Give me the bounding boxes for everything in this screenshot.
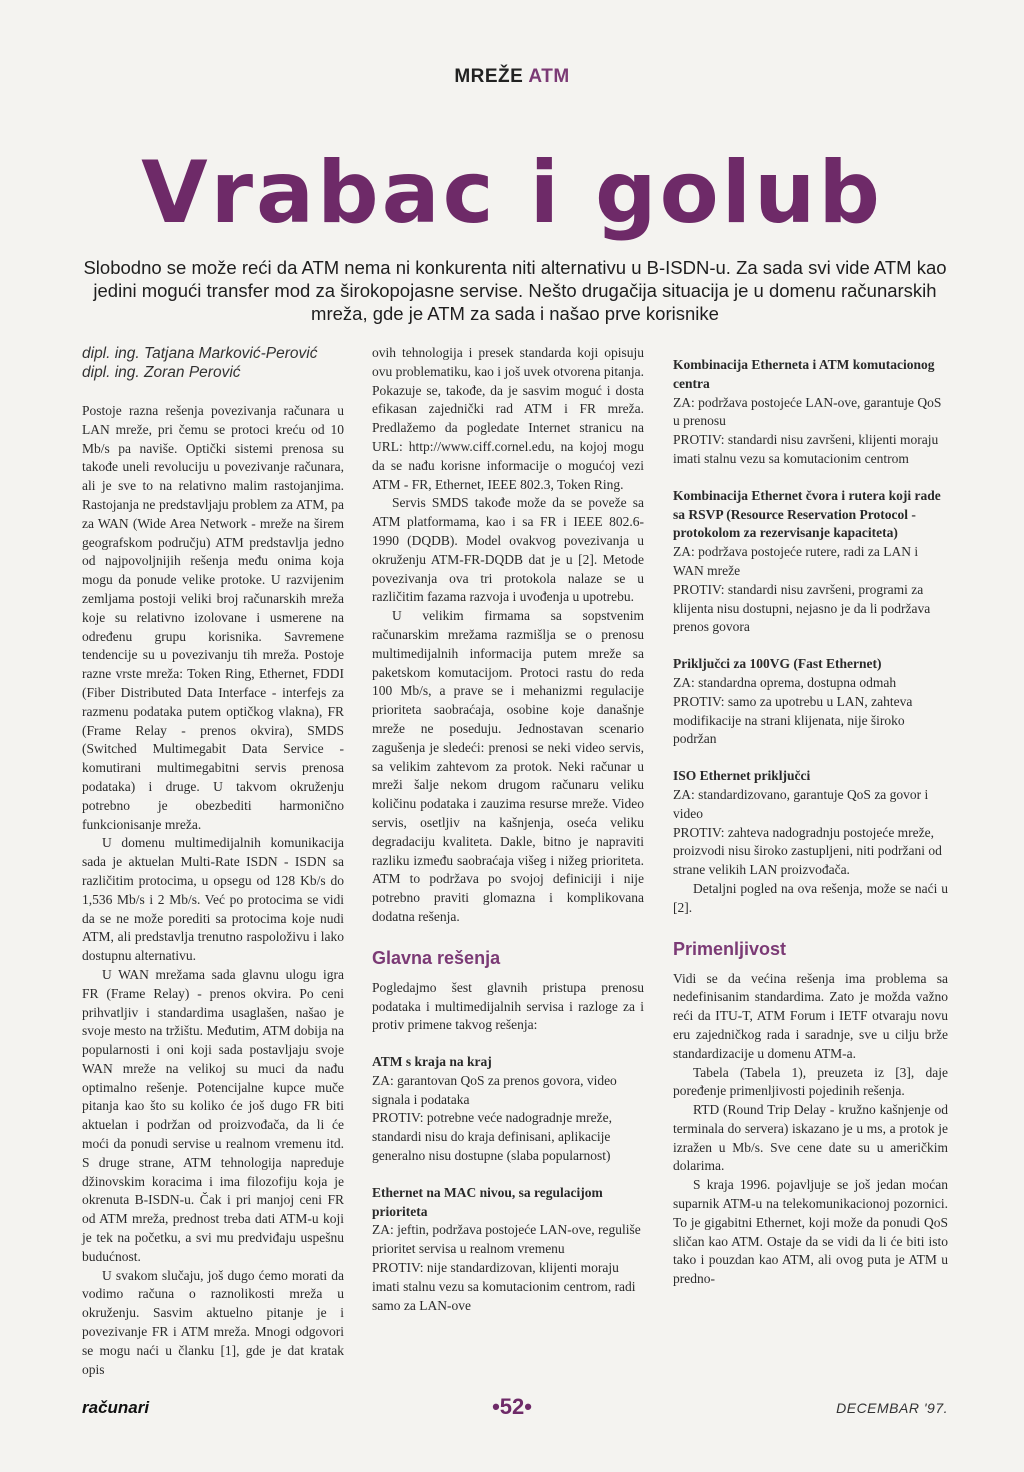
column-2 bbox=[372, 344, 644, 1315]
paragraph: U WAN mrežama sada glavnu ulogu igra FR (Frame Relay) - prenos okvira. Po ceni prihvatljiv i standardima usaglašen, našao je svoje mesto na tržištu. Međutim, ATM dobija na popularnosti i oni koji sada postavljaju svoje WAN mreže na velikoj su muci da nađu optimalno rešenje. Potencijalne kupce muče pitanja kao što su koliko će još dugo FR biti aktuelan i podržan od proizvođača, da li će moći da ponudi servise u realnom vremenu itd. S druge strane, ATM tehnologija napreduje džinovskim koracima i ima filozofiju koja je okrenuta B-ISDN-u. Čak i pri manjoj ceni FR od ATM mreža, prednost treba dati ATM-u koji je tek na početku, a svi mu predviđaju uspešnu budućnost. bbox=[82, 966, 344, 1264]
subheading-glavna-resenja: Glavna rešenja bbox=[372, 947, 501, 968]
section-label bbox=[0, 66, 1024, 88]
solution-pro: ZA: standardizovano, garantuje QoS za govor i video bbox=[673, 786, 929, 821]
solution-title: ATM s kraja na kraj bbox=[372, 1054, 492, 1070]
solution-title: ISO Ethernet priključci bbox=[673, 768, 811, 784]
solution-con: PROTIV: potrebne veće nadogradnje mreže, standardi nisu do kraja definisani, aplikacije generalno nisu dostupne (slaba popularnost) bbox=[372, 1110, 613, 1164]
solution-item bbox=[372, 1053, 644, 1166]
paragraph: Postoje razna rešenja povezivanja računara u LAN mreže, pri čemu se protoci kreću od 10 Mb/s pa naviše. Optički sistemi prenosa su takođe uneli revoluciju u povezivanje računara, ali je sve to na relativno malim rastojanjima. Rastojanja ne predstavljaju problem za ATM, pa za WAN (Wide Area Network - mreže na širem geografskom području) ATM predstavlja jedno od najpovoljnijih rešenja među onima koja mogu da ponude velike protoke. U razvijenim zemljama postoji veliki broj računarskih mreža koje su relativno izolovane i usmerene na određenu grupu korisnika. Savremene tendencije su u povezivanju tih mreža. Postoje razne vrste mreža: Token Ring, Ethernet, FDDI (Fiber Distributed Data Interface - interfejs za razmenu podataka putem optičkog vlakna), FR (Frame Relay - prenos okvira), SMDS (Switched Multimegabit Data Service - komutirani multimegabitni servis prenosa podataka) i druge. U takvom okruženju potrebno je obezbediti harmonično funkcionisanje mreža. bbox=[82, 403, 344, 832]
paragraph: Servis SMDS takođe može da se poveže sa ATM platformama, kao i sa FR i IEEE 802.6-1990 (DQDB). Model ovakvog povezivanja u okruženju ATM-FR-DQDB dat je u [2]. Metode povezivanja ova tri protokola nalaze se u različitim fazama razvoja i uvođenja u upotrebu. bbox=[372, 495, 644, 605]
paragraph: Tabela (Tabela 1), preuzeta iz [3], daje poređenje primenljivosti pojedinih rešenja. bbox=[673, 1064, 948, 1099]
solution-item bbox=[673, 767, 948, 880]
paragraph: U domenu multimedijalnih komunikacija sada je aktuelan Multi-Rate ISDN - ISDN sa različitim protocima, u opsegu od 128 Kb/s do 1,536 Mb/s i 2 Mb/s. Već po protocima se vidi da se ne može porediti sa protocima koje nudi ATM, ali predstavlja trenutno raspoloživu i lako dostupnu alternativu. bbox=[82, 835, 344, 964]
column-3 bbox=[673, 356, 948, 1289]
section-accent: ATM bbox=[528, 66, 570, 87]
solution-pro: ZA: jeftin, podržava postojeće LAN-ove, reguliše prioritet servisa u realnom vremenu bbox=[372, 1222, 641, 1257]
solution-pro: ZA: standardna oprema, dostupna odmah bbox=[673, 674, 897, 690]
solution-title: Kombinacija Etherneta i ATM komutacionog centra bbox=[673, 357, 935, 391]
paragraph: Pogledajmo šest glavnih pristupa prenosu podataka i multimedijalnih servisa i razloge za i protiv primene takvog rešenja: bbox=[372, 979, 644, 1033]
solution-item bbox=[673, 356, 948, 469]
solution-title: Kombinacija Ethernet čvora i rutera koji rade sa RSVP (Resource Reservation Protocol - protokolom za rezervisanje kapaciteta) bbox=[673, 487, 941, 541]
author-1: dipl. ing. Tatjana Marković-Perović bbox=[82, 345, 318, 362]
paragraph: S kraja 1996. pojavljuje se još jedan moćan suparnik ATM-u na telekomunikacionoj pozornici. To je gigabitni Ethernet, koji može da ponudi QoS sličan kao ATM. Ostaje da se vidi da li će biti isto tako i pouzdan kao ATM, ali ovog puta je ATM u predno- bbox=[673, 1177, 948, 1287]
solution-con: PROTIV: zahteva nadogradnju postojeće mreže, proizvodi nisu široko zastupljeni, niti podržani od strane velikih LAN proizvođača. bbox=[673, 824, 942, 878]
paragraph: Detaljni pogled na ova rešenja, može se naći u [2]. bbox=[673, 880, 948, 915]
solution-con: PROTIV: nije standardizovan, klijenti moraju imati stalnu vezu sa komutacionim centrom, radi samo za LAN-ove bbox=[372, 1260, 636, 1313]
paragraph: U svakom slučaju, još dugo ćemo morati da vodimo računa o raznolikosti mreža u okruženju. Sasvim aktuelno pitanje je i povezivanje FR i ATM mreža. Mnogi odgovori se mogu naći u članku [1], gde je dat kratak opis bbox=[82, 1267, 344, 1377]
subheading-primenljivost: Primenljivost bbox=[673, 938, 787, 959]
issue-date: DECEMBAR '97. bbox=[836, 1400, 948, 1416]
section-prefix: MREŽE bbox=[454, 66, 524, 87]
paragraph: Vidi se da većina rešenja ima problema sa nedefinisanim standardima. Zato je možda važno reći da ITU-T, ATM Forum i IETF otvaraju novu eru zajedničkog rada i saradnje, sve u cilju brže standardizacije u domenu ATM-a. bbox=[673, 970, 948, 1061]
magazine-name: računari bbox=[82, 1398, 150, 1417]
solution-pro: ZA: garantovan QoS za prenos govora, video signala i podataka bbox=[372, 1072, 617, 1107]
solution-item bbox=[372, 1184, 644, 1316]
solution-item bbox=[673, 487, 948, 637]
solution-con: PROTIV: standardi nisu završeni, programi za klijenta nisu dostupni, nejasno je da li podržava prenos govora bbox=[673, 581, 931, 635]
solution-con: PROTIV: standardi nisu završeni, klijenti moraju imati stalnu vezu sa komutacionim centrom bbox=[673, 432, 939, 466]
paragraph: U velikim firmama sa sopstvenim računarskim mrežama razmišlja se o prenosu multimedijalnih informacija putem mreže sa paketskom komutacijom. Protoci rastu do reda 100 Mb/s, a prave se i mehanizmi regulacije prioriteta saobraćaja, osobine koje današnje mreže ne poseduju. Jednostavan scenario zagušenja je sledeći: prenosi se neki video servis, sa velikim zahtevom za protok. Neki računar u mreži šalje nekom drugom računaru veliku količinu podataka i zauzima resurse mreže. Video servis, osetljiv na kašnjenja, oseća veliku degradaciju kvaliteta. Dakle, bitno je napraviti razliku između saobraćaja višeg i nižeg prioriteta. ATM to podržava po svojoj definiciji i nije potrebno praviti glomazna i komplikovana dodatna rešenja. bbox=[372, 608, 644, 924]
article-title: Vrabac i golub bbox=[141, 143, 883, 243]
solution-title: Ethernet na MAC nivou, sa regulacijom prioriteta bbox=[372, 1184, 603, 1219]
paragraph: ovih tehnologija i presek standarda koji opisuju ovu problematiku, kao i još uvek otvorena pitanja. Pokazuje se, takođe, da je sasvim moguć i dosta efikasan zajednički rad ATM i FR mreža. Predlažemo da pogledate Internet stranicu na URL: http://www.ciff.cornel.edu, na kojoj mogu da se nađu korisne informacije o mogućoj vezi ATM - FR, Ethernet, IEEE 802.3, Token Ring. bbox=[372, 345, 644, 492]
author-block bbox=[82, 344, 344, 382]
article-lead: Slobodno se može reći da ATM nema ni konkurenta niti alternativu u B-ISDN-u. Za sada svi vide ATM kao jedini mogući transfer mod za širokopojasne servise. Nešto drugačija situacija je u domenu računarskih mreža, gde je ATM za sada i našao prve korisnike bbox=[83, 257, 947, 324]
author-2: dipl. ing. Zoran Perović bbox=[82, 364, 241, 381]
solution-item bbox=[673, 655, 948, 749]
solution-title: Priključci za 100VG (Fast Ethernet) bbox=[673, 656, 882, 672]
column-1 bbox=[82, 344, 344, 1379]
solution-pro: ZA: podržava postojeće rutere, radi za LAN i WAN mreže bbox=[673, 544, 919, 578]
page-number: •52• bbox=[492, 1394, 532, 1419]
solution-con: PROTIV: samo za upotrebu u LAN, zahteva modifikacije na strani klijenata, nije široko podržan bbox=[673, 693, 913, 747]
solution-pro: ZA: podržava postojeće LAN-ove, garantuje QoS u prenosu bbox=[673, 394, 942, 429]
paragraph: RTD (Round Trip Delay - kružno kašnjenje od terminala do servera) iskazano je u ms, a protok je izražen u Mb/s. Sve cene date su u američkim dolarima. bbox=[673, 1102, 948, 1174]
